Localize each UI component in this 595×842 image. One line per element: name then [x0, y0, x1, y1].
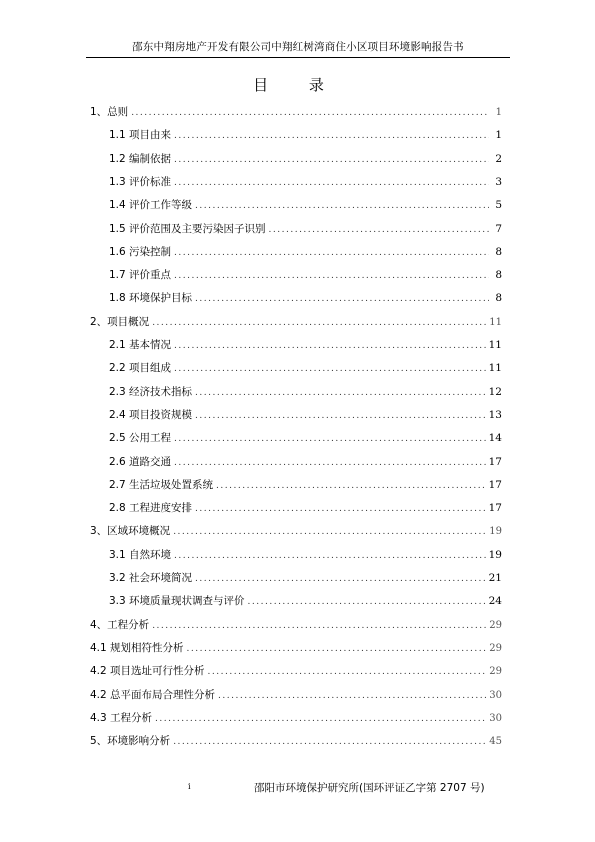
toc-entry-label: 1.8 环境保护目标: [109, 292, 193, 305]
toc-entry[interactable]: [90, 663, 502, 679]
toc-dot-leader: [248, 597, 486, 607]
toc-entry-page: 11: [489, 316, 502, 328]
toc-entry-page: 5: [495, 199, 502, 212]
toc-entry-label: 2.7 生活垃圾处置系统: [109, 478, 214, 491]
toc-entry[interactable]: [109, 197, 502, 213]
toc-entry-label: 2.3 经济技术指标: [109, 385, 193, 398]
footer-page-number: i: [188, 782, 191, 791]
toc-entry-page: 29: [489, 642, 502, 654]
toc-entry-label: 4.2 总平面布局合理性分析: [90, 688, 216, 701]
toc-entry-page: 30: [489, 712, 502, 724]
toc-entry-page: 1: [495, 107, 502, 118]
toc-entry[interactable]: [90, 687, 502, 703]
toc-entry-page: 30: [489, 689, 502, 701]
toc-entry-page: 8: [495, 292, 502, 305]
toc-entry[interactable]: [109, 267, 502, 283]
toc-entry-label: 4、工程分析: [90, 618, 150, 631]
toc-entry-label: 5、环境影响分析: [90, 735, 171, 748]
toc-entry[interactable]: [90, 104, 502, 120]
toc-entry-label: 2.4 项目投资规模: [109, 408, 193, 421]
toc-entry-label: 2.1 基本情况: [109, 339, 172, 351]
toc-entry-label: 2.6 道路交通: [109, 455, 172, 468]
toc-entry-label: 3.2 社会环境简况: [109, 572, 193, 584]
toc-dot-leader: [173, 527, 486, 537]
footer-organization: 邵阳市环境保护研究所(国环评证乙字第 2707 号): [254, 782, 485, 794]
toc-dot-leader: [195, 294, 489, 304]
toc-entry-page: 29: [489, 666, 502, 678]
toc-dot-leader: [174, 551, 486, 561]
toc-dot-leader: [195, 574, 486, 584]
toc-dot-leader: [174, 271, 489, 281]
toc-entry-page: 1: [495, 129, 502, 142]
toc-entry-label: 1.7 评价重点: [109, 269, 172, 282]
toc-entry-label: 4.2 项目选址可行性分析: [90, 665, 205, 678]
toc-entry[interactable]: [109, 151, 502, 167]
toc-dot-leader: [174, 178, 489, 188]
toc-entry[interactable]: [109, 174, 502, 190]
toc-entry[interactable]: [109, 430, 502, 446]
toc-entry-page: 11: [488, 362, 502, 375]
toc-entry-label: 3.3 环境质量现状调查与评价: [109, 595, 245, 608]
toc-entry[interactable]: [109, 360, 502, 376]
toc-dot-leader: [218, 691, 486, 701]
toc-entry-page: 19: [489, 526, 502, 538]
toc-dot-leader: [173, 737, 486, 747]
toc-entry-label: 1.2 编制依据: [109, 152, 172, 165]
toc-entry-page: 17: [488, 478, 502, 491]
toc-entry-label: 2.8 工程进度安排: [109, 502, 193, 515]
toc-dot-leader: [152, 621, 486, 631]
toc-entry-page: 14: [488, 432, 502, 445]
toc-entry[interactable]: [109, 454, 502, 470]
toc-dot-leader: [174, 434, 486, 444]
toc-dot-leader: [174, 341, 486, 351]
toc-entry-page: 19: [488, 548, 502, 561]
running-header: 邵东中翔房地产开发有限公司中翔红树湾商住小区项目环境影响报告书: [132, 41, 464, 53]
toc-entry[interactable]: [109, 500, 502, 516]
toc-dot-leader: [155, 714, 486, 724]
toc-entry-page: 21: [488, 572, 502, 584]
toc-dot-leader: [216, 481, 486, 491]
toc-entry[interactable]: [90, 733, 502, 749]
toc-entry-page: 45: [489, 736, 502, 748]
toc-dot-leader: [152, 318, 486, 328]
toc-entry[interactable]: [109, 407, 502, 423]
toc-entry[interactable]: [90, 640, 502, 656]
toc-entry-label: 1.3 评价标准: [109, 175, 172, 188]
toc-dot-leader: [269, 225, 489, 235]
toc-entry-label: 3.1 自然环境: [109, 548, 172, 561]
toc-dot-leader: [187, 644, 487, 654]
toc-entry-page: 13: [488, 408, 502, 421]
toc-title: 目 录: [253, 76, 342, 94]
toc-dot-leader: [174, 131, 489, 141]
toc-entry[interactable]: [90, 617, 502, 633]
toc-entry[interactable]: [109, 244, 502, 260]
toc-entry-label: 3、区域环境概况: [90, 525, 171, 538]
toc-dot-leader: [174, 248, 489, 258]
toc-entry-page: 2: [495, 152, 502, 165]
toc-entry-page: 17: [488, 455, 502, 468]
toc-dot-leader: [174, 458, 486, 468]
toc-entry[interactable]: [109, 337, 502, 353]
toc-entry-label: 1.1 项目由来: [109, 129, 172, 142]
toc-entry-label: 4.3 工程分析: [90, 711, 153, 724]
toc-entry-page: 17: [488, 502, 502, 515]
toc-entry-label: 2.5 公用工程: [109, 432, 172, 445]
toc-entry[interactable]: [109, 477, 502, 493]
toc-entry-page: 29: [489, 619, 502, 631]
toc-dot-leader: [195, 388, 486, 398]
toc-entry[interactable]: [109, 127, 502, 143]
toc-dot-leader: [208, 667, 487, 677]
toc-entry[interactable]: [90, 710, 502, 726]
toc-dot-leader: [174, 364, 486, 374]
toc-dot-leader: [131, 108, 489, 118]
toc-entry-page: 3: [495, 175, 502, 188]
toc-entry[interactable]: [109, 384, 502, 400]
toc-entry-label: 1、总则: [90, 106, 129, 118]
toc-entry-page: 12: [488, 385, 502, 398]
toc-entry-page: 11: [488, 339, 502, 351]
toc-entry-label: 1.6 污染控制: [109, 245, 172, 258]
toc-entry-label: 2.2 项目组成: [109, 362, 172, 375]
toc-entry[interactable]: [90, 523, 502, 539]
toc-entry-page: 7: [495, 222, 502, 235]
toc-entry-page: 8: [495, 245, 502, 258]
toc-entry[interactable]: [109, 290, 502, 306]
toc-entry[interactable]: [109, 570, 502, 586]
toc-dot-leader: [195, 504, 486, 514]
toc-entry[interactable]: [109, 221, 502, 237]
toc-entry-page: 8: [495, 269, 502, 282]
toc-entry-label: 4.1 规划相符性分析: [90, 641, 184, 654]
toc-entry-page: 24: [488, 595, 502, 608]
toc-entry-label: 1.5 评价范围及主要污染因子识别: [109, 222, 266, 235]
toc-entry[interactable]: [109, 593, 502, 609]
toc-dot-leader: [174, 155, 489, 165]
toc-entry-label: 1.4 评价工作等级: [109, 199, 193, 212]
toc-entry[interactable]: [90, 314, 502, 330]
toc-entry-label: 2、项目概况: [90, 315, 150, 328]
toc-entry[interactable]: [109, 547, 502, 563]
toc-dot-leader: [195, 411, 486, 421]
toc-dot-leader: [195, 201, 489, 211]
header-rule: [86, 57, 510, 58]
